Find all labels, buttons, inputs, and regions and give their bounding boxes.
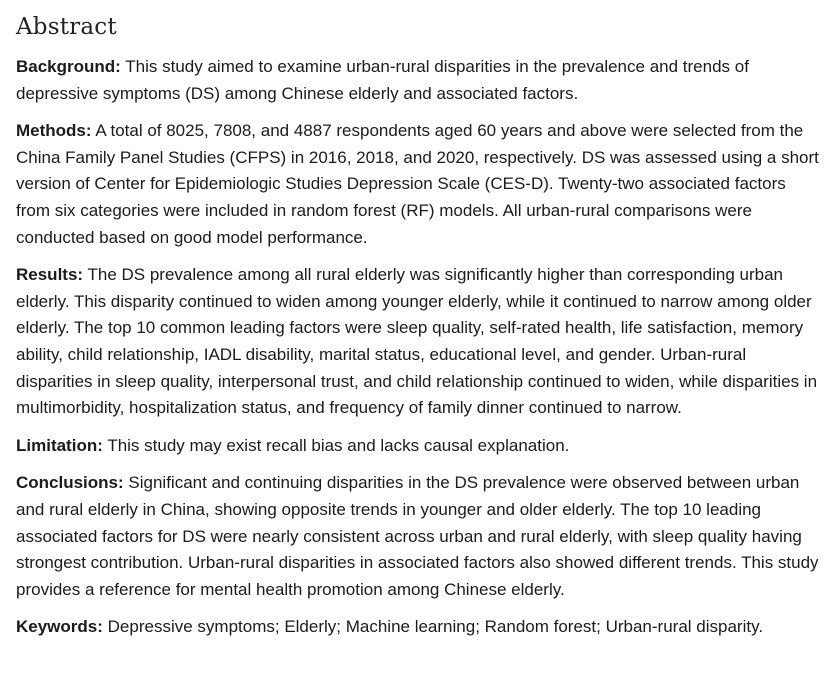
section-label: Background: [16, 57, 121, 76]
section-label: Results: [16, 265, 84, 285]
section-text: Significant and continuing disparities in the DS prevalence were observed between urban and rural elderly in China, showing opposite trends in younger and older elderly. The top 10 leading associated factors for DS were nearly consistent across urban and rural elderly, with sleep quality having strongest contribution. Urban-rural disparities in associated factors also showed different trends. This study provides a reference for mental health promotion among Chinese elderly. [16, 473, 819, 599]
section-text: This study aimed to examine urban-rural disparities in the prevalence and trends of depressive symptoms (DS) among Chinese elderly and associated factors. [16, 57, 749, 103]
abstract-heading: Abstract [16, 14, 117, 40]
section-label: Keywords: [16, 617, 103, 637]
abstract-results [16, 262, 822, 422]
abstract-limitation [16, 433, 822, 460]
section-text: Depressive symptoms; Elderly; Machine learning; Random forest; Urban-rural disparity. [107, 617, 764, 637]
section-label: Conclusions: [16, 473, 124, 493]
section-label: Limitation: [16, 435, 103, 455]
abstract-section [16, 0, 822, 652]
abstract-keywords [16, 614, 822, 641]
abstract-conclusions [16, 470, 822, 603]
abstract-background [16, 54, 822, 107]
section-text: A total of 8025, 7808, and 4887 respondents aged 60 years and above were selected from the China Family Panel Studies (CFPS) in 2016, 2018, and 2020, respectively. DS was assessed using a short version of Center for Epidemiologic Studies Depression Scale (CES-D). Twenty-two associated factors from six categories were included in random forest (RF) models. All urban-rural comparisons were conducted based on good model performance. [16, 121, 819, 247]
section-label: Methods: [16, 121, 92, 141]
section-text: This study may exist recall bias and lacks causal explanation. [107, 435, 570, 455]
section-text: The DS prevalence among all rural elderly was significantly higher than corresponding urban elderly. This disparity continued to widen among younger elderly, while it continued to narrow among older elderly. The top 10 common leading factors were sleep quality, self-rated health, life satisfaction, memory ability, child relationship, IADL disability, marital status, educational level, and gender. Urban-rural disparities in sleep quality, interpersonal trust, and child relationship continued to widen, while disparities in multimorbidity, hospitalization status, and frequency of family dinner continued to narrow. [16, 265, 818, 418]
abstract-methods [16, 118, 822, 251]
